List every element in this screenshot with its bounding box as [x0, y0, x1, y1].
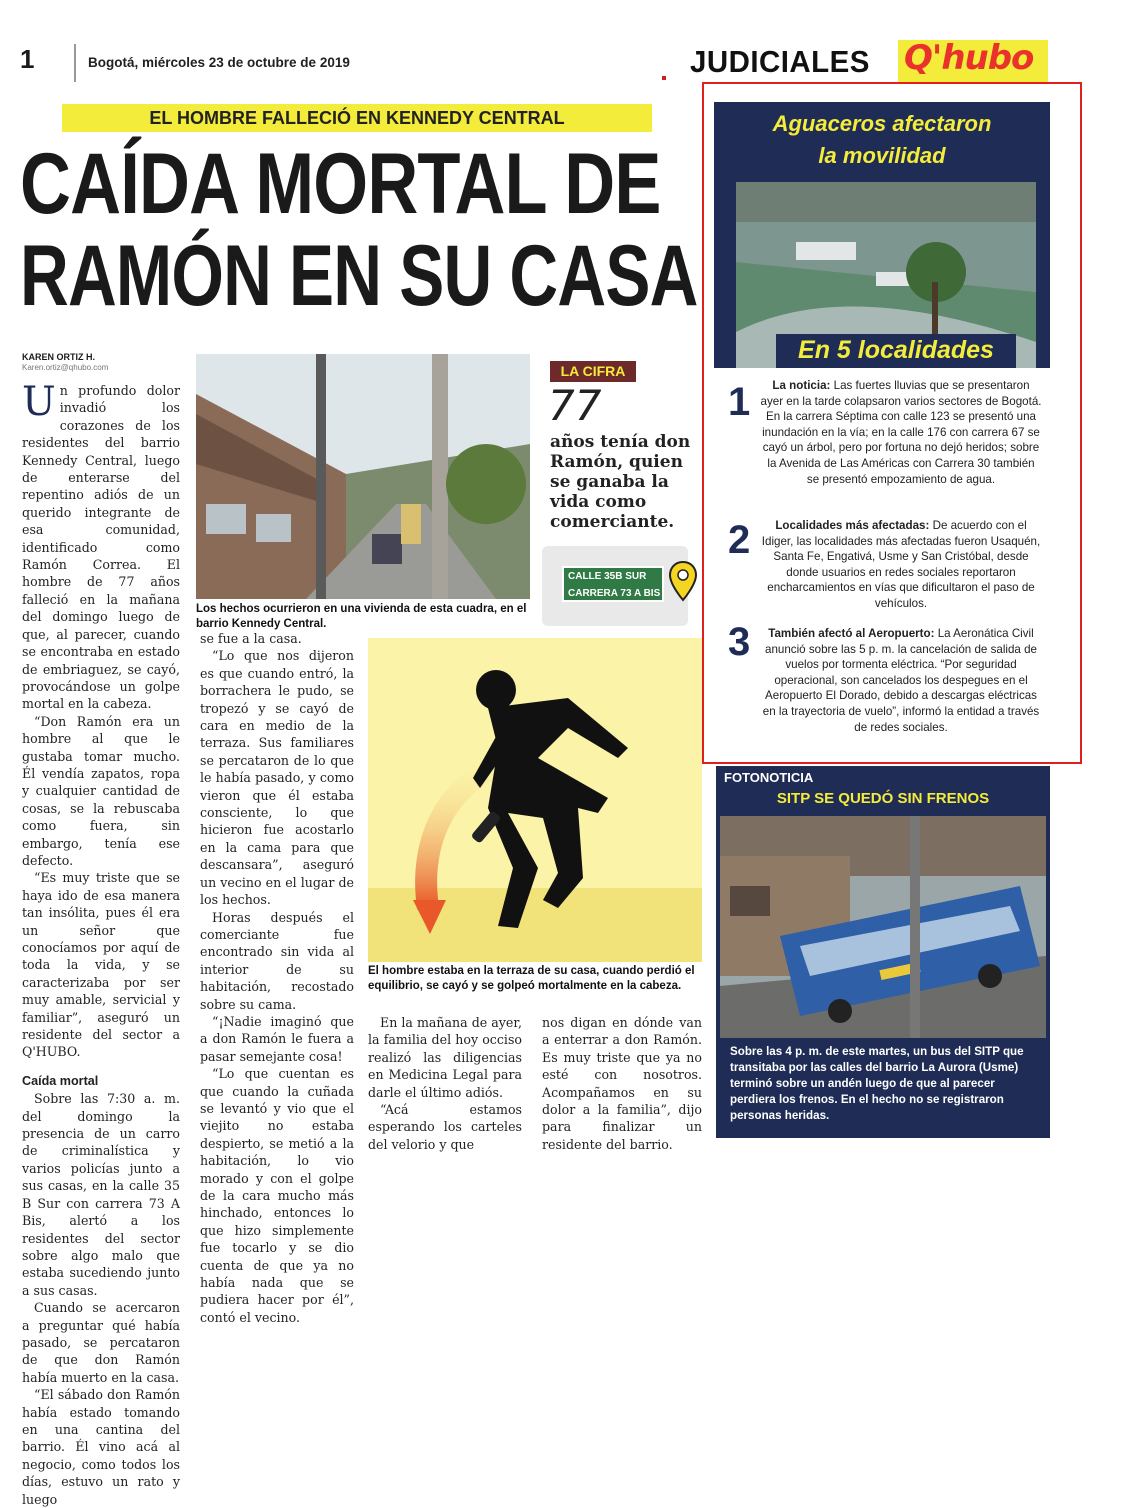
street-sign-line-1: CALLE 35B SUR	[568, 571, 647, 582]
fotonoticia-title: SITP SE QUEDÓ SIN FRENOS	[776, 790, 990, 807]
page-number: 1	[20, 44, 35, 74]
item-number: 1	[728, 380, 751, 424]
street-sign-graphic	[542, 546, 688, 626]
first-paragraph: n profundo dolor invadió los corazones de los residentes del barrio Kennedy Central, luego de enterarse del repentino adiós de un querido integrante de esa comunidad, identificado como Ramón Correa. El hombre de 77 años falleció en la mañana del domingo luego de que, al parecer, cuando se encontraba en estado de embriaguez, se cayó, provocándose un golpe mortal en la cabeza.	[22, 383, 180, 712]
story-column-1	[22, 379, 180, 1507]
headline-line-2: RAMÓN EN SU CASA	[20, 228, 698, 324]
header-date: Bogotá, miércoles 23 de octubre de 2019	[88, 55, 350, 70]
sidebar-item-1	[726, 378, 1042, 487]
paragraph: En la mañana de ayer, la familia del hoy occiso realizó las diligencias en Medicina Legal para darle el último adiós.	[368, 1015, 522, 1100]
headline	[20, 138, 700, 322]
sidebar-title	[714, 108, 1050, 172]
location-pin-icon	[668, 560, 698, 604]
sidebar-item-3	[726, 620, 1042, 735]
paragraph: Sobre las 7:30 a. m. del domingo la presencia de un carro de criminalística y varios policías junto a sus casas, en la calle 35 B Sur con carrera 73 A Bis, alertó a los residentes del sector sobre algo malo que estaba sucediendo junto a sus casas.	[22, 1091, 180, 1298]
paragraph: “Es muy triste que se haya ido de esa manera tan insólita, pues él era un señor que conocíamos por aquí de toda la vida, y se caracterizaba por ser muy amable, servicial y familiar”, aseguró un residente del sector a Q'HUBO.	[22, 870, 180, 1060]
item-number: 3	[728, 620, 751, 664]
fotonoticia-box	[716, 766, 1050, 1138]
header-divider	[74, 44, 76, 82]
item-body: Las fuertes lluvias que se presentaron ayer en la tarde colapsaron varios sectores de Bogotá. En la carrera Séptima con calle 123 se presentó una inundación en la vía; en la calle 176 con carrera 67 se cayó un árbol, pero por fortuna no dejó heridos; sobre la Avenida de Las Américas con Carrera 30 también se presentó empozamiento de agua.	[760, 379, 1042, 486]
kicker-text: EL HOMBRE FALLECIÓ EN KENNEDY CENTRAL	[149, 108, 565, 128]
fall-illustration	[368, 638, 702, 962]
fotonoticia-label: FOTONOTICIA	[724, 770, 814, 785]
paragraph: “Don Ramón era un hombre al que le gustaba tomar mucho. Él vendía zapatos, ropa y cualquier cantidad de cosas, se la rebuscaba como fuera, sin embargo, tenía ese defecto.	[22, 713, 180, 868]
brand-logo-text: Q'hubo	[904, 38, 1034, 78]
bus-photo	[720, 816, 1046, 1038]
item-number: 2	[728, 518, 751, 562]
bus-photo-drawing	[720, 816, 1046, 1038]
fotonoticia-caption: Sobre las 4 p. m. de este martes, un bus del SITP que transitaba por las calles del barrio La Aurora (Usme) terminó sobre un andén luego de que al parecer perdiera los frenos. En el hecho no se registraron personas heridas.	[730, 1045, 1024, 1122]
section-title: JUDICIALES	[690, 44, 870, 79]
item-lead: La noticia:	[772, 379, 831, 392]
subhead-caida-mortal: Caída mortal	[22, 1073, 99, 1088]
item-text	[760, 518, 1042, 612]
la-cifra-label: LA CIFRA	[550, 361, 636, 382]
sidebar-title-line-1: Aguaceros afectaron	[772, 111, 992, 136]
paragraph: Horas después el comerciante fue encontrado sin vida al interior de su habitación, recostado sobre su cama.	[200, 909, 354, 1012]
story-column-4	[542, 1014, 702, 1152]
sidebar-title-line-2: la movilidad	[818, 143, 946, 168]
headline-line-1: CAÍDA MORTAL DE	[20, 136, 661, 232]
paragraph: “Lo que nos dijeron es que cuando entró, la borrachera le pudo, se tropezó y se cayó de cara en medio de la terraza. Sus familiares se percataron de lo que le había pasado, y como vieron que él estaba consciente, lo que hicieron fue acostarlo en la cama para que descansara”, aseguró un vecino en el lugar de los hechos.	[200, 648, 354, 908]
item-body: La Aeronática Civil anunció sobre las 5 p. m. la cancelación de salida de vuelos por tormenta eléctrica. “Por seguridad operacional, son cancelados los despegues en el Aeropuerto El Dorado, debido a descargas eléctricas en la trayectoria de vuelo”, informó la entidad a través de redes sociales.	[762, 627, 1040, 734]
sidebar-subtitle: En 5 localidades	[798, 336, 994, 364]
kicker	[62, 104, 652, 132]
brand-logo	[898, 40, 1048, 82]
paragraph: Cuando se acercaron a preguntar qué había pasado, se percataron de que don Ramón había muerto en la casa.	[22, 1300, 180, 1385]
item-text	[760, 378, 1042, 487]
fall-illustration-drawing	[368, 638, 702, 962]
author-email: Karen.ortiz@qhubo.com	[22, 363, 109, 372]
la-cifra-number: 77	[548, 381, 602, 430]
sidebar-item-2	[726, 518, 1042, 612]
author-name: KAREN ORTIZ H.	[22, 352, 95, 362]
paragraph: “Acá estamos esperando los carteles del velorio y que	[368, 1102, 522, 1152]
street-photo	[196, 354, 530, 599]
item-body: De acuerdo con el Idiger, las localidades más afectadas fueron Usaquén, Santa Fe, Engativá, Usme y San Cristóbal, desde donde usuarios en redes sociales reportaron encharcamientos en vías que dificultaron el paso de vehículos.	[761, 519, 1041, 610]
paragraph: “Lo que cuentan es que cuando la cuñada se levantó y vio que el viejito no estaba despierto, se metió a la habitación, lo vio morado y con el golpe de la cara mucho más hinchado, entonces lo que hizo simplemente fue tocarlo y se dio cuenta de que ya no había nada que se pudiera hacer por él”, contó el vecino.	[200, 1066, 354, 1325]
paragraph: se fue a la casa.	[200, 631, 302, 646]
item-text	[760, 626, 1042, 735]
drop-cap: U	[22, 379, 56, 425]
story-column-2	[200, 630, 354, 1325]
paragraph: “El sábado don Ramón había estado tomando en una cantina del barrio. Él vino acá al negocio, como todos los días, estuvo un rato y luego	[22, 1387, 180, 1507]
story-column-3	[368, 1014, 522, 1152]
paragraph: “¡Nadie imaginó que a don Ramón le fuera a pasar semejante cosa!	[200, 1013, 354, 1064]
street-sign	[562, 566, 664, 602]
street-photo-drawing	[196, 354, 530, 599]
street-sign-line-2: CARRERA 73 A BIS	[568, 588, 661, 599]
illustration-caption: El hombre estaba en la terraza de su casa, cuando perdió el equilibrio, se cayó y se golpeó mortalmente en la cabeza.	[368, 965, 695, 992]
paragraph: nos digan en dónde van a enterrar a don Ramón. Es muy triste que ya no esté con nosotros. Acompañamos en su dolor a la familia”, dijo para finalizar un residente del barrio.	[542, 1015, 702, 1152]
item-lead: También afectó al Aeropuerto:	[768, 627, 935, 640]
la-cifra-text: años tenía don Ramón, quien se ganaba la vida como comerciante.	[550, 432, 691, 532]
photo-caption: Los hechos ocurrieron en una vivienda de esta cuadra, en el barrio Kennedy Central.	[196, 603, 527, 630]
paragraph	[22, 379, 180, 713]
header-dot	[662, 76, 666, 80]
item-lead: Localidades más afectadas:	[775, 519, 930, 532]
